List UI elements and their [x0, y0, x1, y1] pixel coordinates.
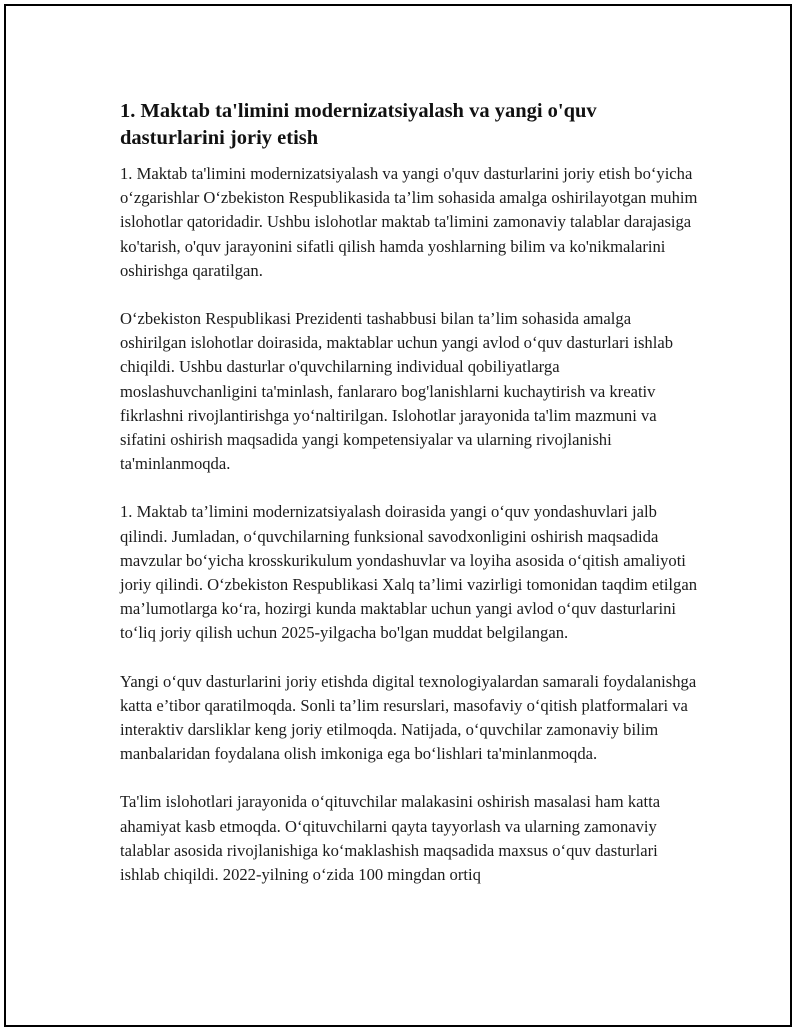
paragraph-4: Yangi o‘quv dasturlarini joriy etishda digital texnologiyalardan samarali foydalanishga katta e’tibor qaratilmoqda. Sonli ta’lim resurslari, masofaviy o‘qitish platformalari va interaktiv darsliklar keng joriy etilmoqda. Natijada, o‘quvchilar zamonaviy bilim manbalaridan foydalana olish imkoniga ega bo‘lishlari ta'minlanmoqda.	[120, 671, 697, 764]
paragraph-2: O‘zbekiston Respublikasi Prezidenti tashabbusi bilan ta’lim sohasida amalga oshirilgan islohotlar doirasida, maktablar uchun yangi avlod o‘quv dasturlari ishlab chiqildi. Ushbu dasturlar o'quvchilarning individual qobiliyatlarga moslashuvchanligini ta'minlash, fanlararo bog'lanishlarni kuchaytirish va kreativ fikrlashni rivojlantirishga yo‘naltirilgan. Islohotlar jarayonida ta'lim mazmuni va sifatini oshirish maqsadida yangi kompetensiyalar va ularning rivojlanishi ta'minlanmoqda.	[120, 309, 673, 474]
paragraph-3: 1. Maktab ta’limini modernizatsiyalash doirasida yangi o‘quv yondashuvlari jalb qilindi. Jumladan, o‘quvchilarning funksional savodxonligini oshirish maqsadida mavzular bo‘yicha krosskurikulum yondashuvlar va loyiha asosida o‘qitish amaliyoti joriy qilindi. O‘zbekiston Respublikasi Xalq ta’limi vazirligi tomonidan taqdim etilgan ma’lumotlarga ko‘ra, hozirgi kunda maktablar uchun yangi avlod o‘quv dasturlarini to‘liq joriy qilish uchun 2025-yilgacha bo'lgan muddat belgilangan.	[120, 502, 697, 643]
document-title: 1. Maktab ta'limini modernizatsiyalash va yangi o'quv dasturlarini joriy etish	[120, 100, 597, 149]
document-body	[120, 98, 700, 911]
paragraph-1: 1. Maktab ta'limini modernizatsiyalash va yangi o'quv dasturlarini joriy etish bo‘yicha o‘zgarishlar O‘zbekiston Respublikasida ta’lim sohasida amalga oshirilayotgan muhim islohotlar qatoridadir. Ushbu islohotlar maktab ta'limini zamonaviy talablar darajasiga ko'tarish, o'quv jarayonini sifatli qilish hamda yoshlarning bilim va ko'nikmalarini oshirishga qaratilgan.	[120, 164, 698, 280]
page-frame	[4, 4, 792, 1027]
paragraph-5: Ta'lim islohotlari jarayonida o‘qituvchilar malakasini oshirish masalasi ham katta ahamiyat kasb etmoqda. O‘qituvchilarni qayta tayyorlash va ularning zamonaviy talablar asosida rivojlanishiga ko‘maklashish maqsadida maxsus o‘quv dasturlari ishlab chiqildi. 2022-yilning o‘zida 100 mingdan ortiq	[120, 792, 661, 885]
